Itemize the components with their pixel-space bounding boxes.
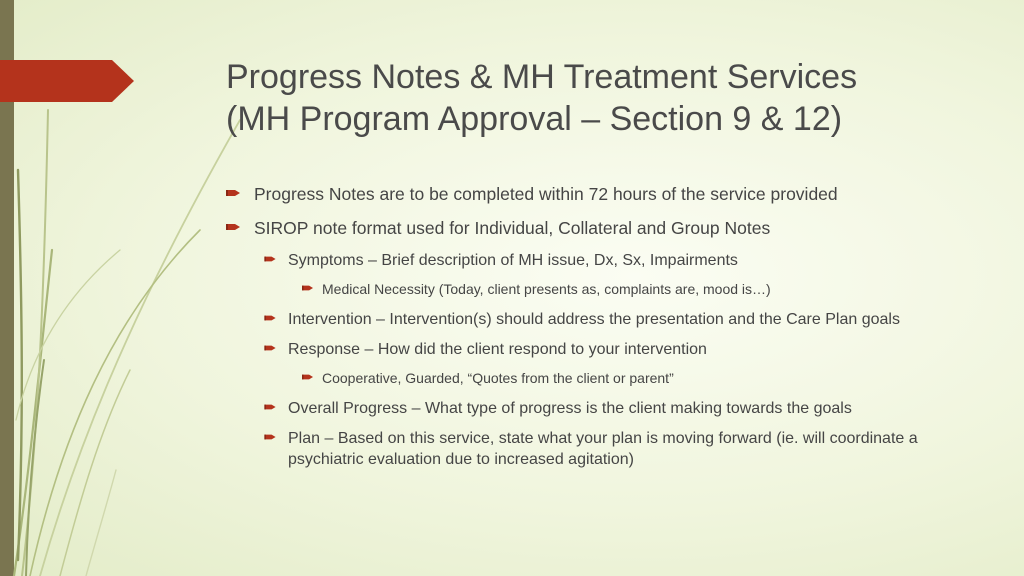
bullet-item-level-2: [226, 309, 986, 330]
bullet-text: Medical Necessity (Today, client presents as, complaints are, mood is…): [322, 281, 771, 297]
bullet-item-level-3: [226, 280, 986, 299]
pencil-bullet-icon: [264, 344, 278, 358]
bullet-item-level-2: [226, 339, 986, 360]
bullet-item-level-2: [226, 428, 986, 470]
bullet-text: Plan – Based on this service, state what your plan is moving forward (ie. will coordinate a psychiatric evaluation due to increased agitation): [288, 430, 918, 468]
pencil-bullet-icon: [302, 373, 316, 387]
bullet-text: Overall Progress – What type of progress is the client making towards the goals: [288, 400, 852, 417]
bullet-text: Response – How did the client respond to your intervention: [288, 341, 707, 358]
bullet-text: Intervention – Intervention(s) should address the presentation and the Care Plan goals: [288, 311, 900, 328]
bullet-text: SIROP note format used for Individual, Collateral and Group Notes: [254, 218, 771, 238]
pencil-bullet-icon: [226, 222, 240, 236]
bullet-item-level-1: [226, 216, 986, 240]
pencil-bullet-icon: [264, 255, 278, 269]
pencil-bullet-icon: [264, 433, 278, 447]
slide-title-line-1: Progress Notes & MH Treatment Services: [226, 58, 858, 96]
pencil-bullet-icon: [264, 403, 278, 417]
slide-title-line-2: (MH Program Approval – Section 9 & 12): [226, 100, 843, 138]
bullet-item-level-2: [226, 398, 986, 419]
slide-title: [226, 56, 986, 140]
pencil-bullet-icon: [226, 188, 240, 202]
pencil-bullet-icon: [302, 284, 316, 298]
title-accent-tab: [0, 60, 134, 102]
bullet-item-level-1: [226, 182, 986, 206]
bullet-item-level-2: [226, 250, 986, 271]
bullet-list: [226, 182, 986, 479]
bullet-item-level-3: [226, 369, 986, 388]
bullet-text: Cooperative, Guarded, “Quotes from the client or parent”: [322, 370, 674, 386]
bullet-text: Symptoms – Brief description of MH issue, Dx, Sx, Impairments: [288, 252, 738, 269]
pencil-bullet-icon: [264, 314, 278, 328]
bullet-text: Progress Notes are to be completed within 72 hours of the service provided: [254, 184, 838, 204]
